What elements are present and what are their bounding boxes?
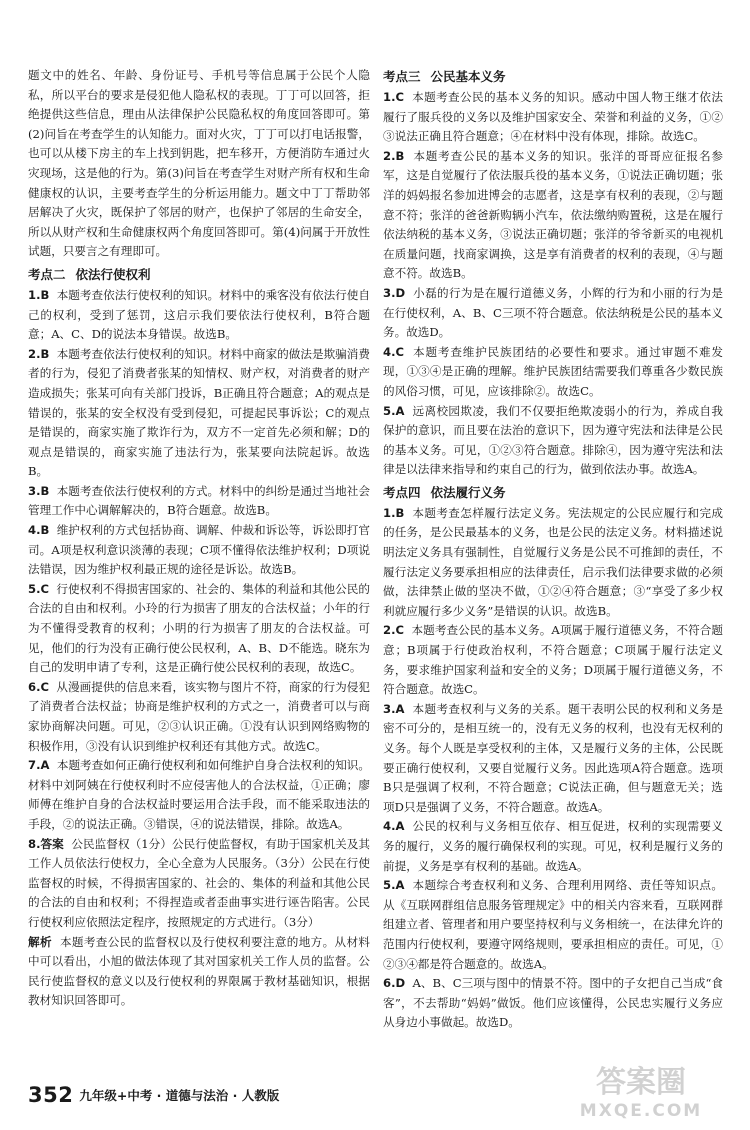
answer-item [28,345,370,482]
answer-item [28,580,370,678]
answer-text: 本题考查公民的基本义务的知识。感动中国人物王继才依法履行了服兵役的义务以及维护国家安全、荣誉和利益的义务，①②③说法正确且符合题意；④在材料中没有体现，排除。故选C。 [383,90,723,144]
answer-text: 本题考查怎样履行法定义务。宪法规定的公民应履行和完成的任务，是公民最基本的义务，也是公民的法定义务。材料描述说明法定义务具有强制性，自觉履行义务是公民不可推卸的责任，不履行法定义务要承担相应的法律责任，启示我们法律要求做的必须做，法律禁止做的坚决不做，①②④符合题意；③“享受了多少权利就应履行多少义务”是错误的认识。故选B。 [383,505,723,618]
answer-item [28,678,370,756]
section-title: 依法行使权利 [75,266,151,282]
answer-item [383,343,723,402]
answer-item [383,147,723,284]
answer-item [28,756,370,834]
page-number: 352 [28,1083,74,1107]
answer-text: 远离校园欺凌，我们不仅要拒绝欺凌弱小的行为，养成自我保护的意识，而且要在法治的意识下，因为遵守宪法和法律是公民的基本义务。可见，①②③符合题意。排除④，因为遵守宪法和法律是以法律来指导和约束自己的行为，做到依法办事。故选A。 [383,403,723,477]
answer-number: 4.A [383,819,405,834]
answer-text: 维护权利的方式包括协商、调解、仲裁和诉讼等，诉讼即打官司。A项是权利意识淡薄的表现；C项不懂得依法维护权利；D项说法错误，因为维护权利最正规的途径是诉讼。故选B。 [28,523,370,577]
answer-number: 3.B [28,483,50,498]
left-items-list [28,286,370,1011]
answer-text: 行使权利不得损害国家的、社会的、集体的利益和其他公民的合法的自由和权利。小玲的行为损害了朋友的合法权益；小年的行为不懂得受教育的权利；小明的行为损害了朋友的合法权益。可见，他们的行为没有正确行使公民权利，A、B、D不能选。晓东为自己的发明申请了专利，这是正确行使公民权利的表现，故选C。 [28,581,370,675]
answer-text: 本题考查公民的基本义务。A项属于履行道德义务，不符合题意；B项属于行使政治权利，不符合题意；C项属于履行法定义务，要求维护国家利益和安全的义务；D项属于履行道德义务，不符合题意。故选C。 [383,623,723,697]
answer-number: 1.B [383,505,405,520]
answer-text: 本题考查权利与义务的关系。题干表明公民的权利和义务是密不可分的，是相互统一的，没有无义务的权利，也没有无权利的义务。每个人既是享受权利的主体，又是履行义务的主体，公民既要正确行使权利，又要自觉履行义务。因此选项A符合题意。选项B只是强调了权利，不符合题意；C说法正确，但与题意无关；选项D只是强调了义务，不符合题意。故选A。 [383,701,723,814]
answer-number: 7.A [28,758,50,773]
answer-number: 5.A [383,878,405,893]
answer-number: 1.C [383,90,404,104]
answer-item [383,284,723,343]
watermark-logo [546,1060,736,1122]
answer-text: 公民监督权（1分）公民行使监督权，有助于国家机关及其工作人员依法行使权力，全心全意为人民服务。（3分）公民在行使监督权的时候，不得损害国家的、社会的、集体的利益和其他公民的合法的自由和权利；不得捏造或者歪曲事实进行诬告陷害。公民行使权利应依照法定程序，按照规定的方式进行。（3分） [28,836,370,929]
answer-number: 4.B [28,523,50,538]
section-key: 考点二 [28,266,66,282]
answer-text: 小磊的行为是在履行道德义务，小辉的行为和小丽的行为是在行使权利，A、B、C三项不符合题意。依法纳税是公民的基本义务。故选D。 [383,285,723,340]
answer-item [28,933,370,1011]
answer-text: 本题考查如何正确行使权利和如何维护自身合法权利的知识。材料中刘阿姨在行使权利时不应侵害他人的合法权益，①正确；廖师傅在维护自身的合法权益时要运用合法手段，而不能采取违法的手段，②的说法正确。③错误，④的说法错误，排除。故选A。 [28,758,370,831]
answer-item [28,286,370,345]
answer-number: 2.B [28,346,50,361]
section-heading-3 [383,66,723,88]
section3-items-list [383,88,723,480]
answer-text: 公民的权利与义务相互依存、相互促进，权利的实现需要义务的履行，义务的履行确保权利的实现。可见，权利是履行义务的前提，义务是享有权利的基础。故选A。 [383,819,723,873]
section-key: 考点四 [383,484,421,500]
answer-number: 4.C [383,344,404,359]
answer-number: 3.A [383,701,405,716]
answer-number: 1.B [28,287,50,302]
answer-item [383,876,723,974]
answer-number: 6.D [383,976,406,991]
answer-text: 本题考查公民的监督权以及行使权利要注意的地方。从材料中可以看出，小旭的做法体现了其对国家机关工作人员的监督。公民行使监督权的意义以及行使权利的界限属于教材基础知识，根据教材知识回答即可。 [28,934,370,1008]
answer-item [28,835,370,933]
answer-number: 5.C [28,581,49,596]
answer-text: 本题考查依法行使权利的方式。材料中的纠纷是通过当地社会管理工作中心调解解决的，B符合题意。故选B。 [28,483,370,518]
answer-text: 本题综合考查权利和义务、合理利用网络、责任等知识点。从《互联网群组信息服务管理规定》中的相关内容来看，互联网群组建立者、管理者和用户要坚持权利与义务相统一，在法律允许的范围内行使权利，要遵守网络规则，要承担相应的责任。可见，①②③④都是符合题意的。故选A。 [383,878,723,971]
answer-item [383,817,723,876]
section4-items-list [383,504,723,1033]
section-heading-4 [383,482,723,504]
answer-item [383,621,723,699]
watermark-line-2: MXQE.COM [579,1101,703,1121]
section-heading-2 [28,264,370,286]
section-title: 公民基本义务 [430,69,506,84]
answer-item [383,974,723,1033]
book-title: 九年级+中考 · 道德与法治 · 人教版 [79,1088,280,1103]
answer-number: 5.A [383,403,405,418]
answer-text: A、B、C三项与图中的情景不符。图中的子女把自己当成“食客”，不去帮助“妈妈”做饭。他们应该懂得，公民忠实履行义务应从身边小事做起。故选D。 [383,976,723,1030]
answer-item [28,521,370,580]
answer-text: 本题考查公民的基本义务的知识。张洋的哥哥应征报名参军，这是自觉履行了依法服兵役的基本义务，①说法正确切题；张洋的妈妈报名参加进博会的志愿者，这是享有权利的表现，②与题意不符；张洋的爸爸新购辆小汽车，依法缴纳购置税，这是在履行依法纳税的基本义务，③说法正确切题；张洋的爷爷新买的电视机在质量问题，找商家调换，这是享有消费者的权利的表现，④与题意不符。故选B。 [383,148,723,281]
answer-number: 2.B [383,148,405,163]
section-key: 考点三 [383,69,421,84]
answer-number: 解析 [28,934,52,949]
answer-text: 本题考查维护民族团结的必要性和要求。通过审题不难发现，①③④是正确的理解。维护民族团结需要我们尊重各少数民族的风俗习惯，可见，应该排除②。故选C。 [383,344,723,398]
answer-number: 8.答案 [28,836,64,851]
answer-item [383,504,723,622]
answer-number: 3.D [383,285,406,300]
right-column [383,66,723,1033]
answer-item [28,482,370,521]
intro-paragraph: 题文中的姓名、年龄、身份证号、手机号等信息属于公民个人隐私，所以平台的要求是侵犯他人隐私权的表现。丁丁可以回答，拒绝提供这些信息，理由从法律保护公民隐私权的角度回答即可。第(2)问旨在考查学生的认知能力。面对火灾，丁丁可以打电话报警，也可以从楼下房主的车上找到钥匙，把车移开，方便消防车通过火灾现场，这是他的行为。第(3)问旨在考查学生对财产所有权和生命健康权的认识，主要考查学生的分析运用能力。题文中丁丁帮助邻居解决了火灾，既保护了邻居的财产，也保护了邻居的生命安全，所以从财产权和生命健康权两个角度回答即可。第(4)问属于开放性试题，只要言之有理即可。 [28,68,370,259]
answer-text: 本题考查依法行使权利的知识。材料中商家的做法是欺骗消费者的行为，侵犯了消费者张某的知情权、财产权，对消费者的财产造成损失；张某可向有关部门投诉，B正确且符合题意；A的观点是错误的，张某的安全权没有受到侵犯，可提起民事诉讼；C的观点是错误的，商家实施了欺诈行为，双方不一定首先必须和解；D的观点是错误的，商家实施了违法行为，张某要向法院起诉。故选B。 [28,346,370,479]
answer-text: 本题考查依法行使权利的知识。材料中的乘客没有依法行使自己的权利，受到了惩罚，这启示我们要依法行使权利，B符合题意；A、C、D的说法本身错误。故选B。 [28,287,370,342]
page-footer [28,1080,279,1110]
answer-item [383,88,723,147]
answer-number: 2.C [383,623,404,638]
answer-text: 从漫画提供的信息来看，该实物与图片不符，商家的行为侵犯了消费者合法权益；协商是维护权利的方式之一，消费者可以与商家协商解决问题。可见，②③认识正确。①没有认识到网络购物的积极作用，③没有认识到维护权利还有其他方式。故选C。 [28,679,370,753]
answer-number: 6.C [28,679,49,694]
left-column [28,66,370,1011]
section-title: 依法履行义务 [430,484,506,500]
watermark-line-1: 答案圈 [596,1065,686,1100]
answer-item [383,402,723,480]
answer-item [383,700,723,818]
